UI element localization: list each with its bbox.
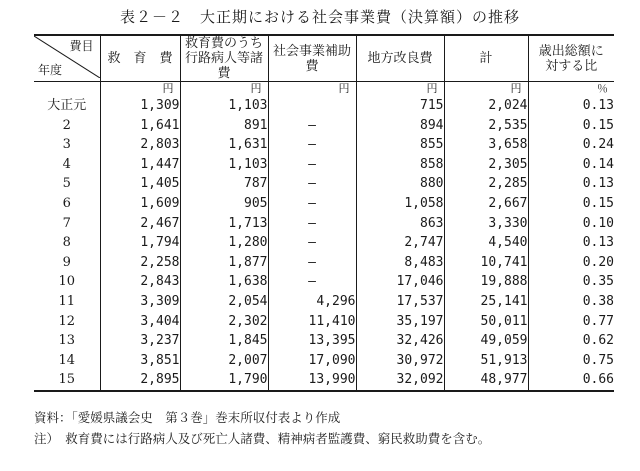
column-header — [356, 35, 444, 82]
table-row — [34, 351, 614, 371]
value-cell: 3,851 — [100, 351, 180, 371]
value-cell — [268, 96, 356, 116]
value-cell: 0.75 — [528, 351, 614, 371]
table-row — [34, 116, 614, 136]
value-cell: 30,972 — [356, 351, 444, 371]
value-cell: 32,092 — [356, 370, 444, 391]
value-cell: 891 — [180, 116, 268, 136]
year-cell: 12 — [58, 313, 76, 329]
table-notes — [34, 407, 490, 449]
column-header-label: 計 — [479, 51, 493, 66]
value-cell: 13,990 — [268, 370, 356, 391]
value-cell: 0.20 — [528, 253, 614, 273]
value-cell: 0.15 — [528, 116, 614, 136]
column-header — [528, 35, 614, 82]
column-header-label: 救 育 費 — [107, 51, 173, 66]
value-cell: 11,410 — [268, 312, 356, 332]
value-cell: 1,877 — [180, 253, 268, 273]
footnote: 注） 救育費には行路病人及び死亡人諸費、精神病者監護費、窮民救助費を含む。 — [34, 431, 491, 446]
value-cell: 2,285 — [444, 174, 528, 194]
year-cell: 15 — [58, 372, 76, 388]
value-cell: 3,330 — [444, 214, 528, 234]
table-row — [34, 174, 614, 194]
table-row — [34, 370, 614, 391]
value-cell: — — [268, 272, 356, 292]
value-cell: 2,024 — [444, 96, 528, 116]
table-title — [0, 6, 640, 27]
year-cell: 2 — [62, 117, 71, 133]
value-cell: 2,007 — [180, 351, 268, 371]
value-cell: 32,426 — [356, 331, 444, 351]
value-cell: 3,658 — [444, 135, 528, 155]
value-cell: 1,790 — [180, 370, 268, 391]
value-cell: 2,747 — [356, 233, 444, 253]
value-cell: — — [268, 253, 356, 273]
value-cell: 1,103 — [180, 96, 268, 116]
value-cell: 0.35 — [528, 272, 614, 292]
value-cell: — — [268, 135, 356, 155]
value-cell: 2,843 — [100, 272, 180, 292]
table-row — [34, 96, 614, 116]
unit-cell — [34, 82, 100, 97]
column-header — [268, 35, 356, 82]
value-cell: 855 — [356, 135, 444, 155]
value-cell: 1,794 — [100, 233, 180, 253]
value-cell: 0.66 — [528, 370, 614, 391]
value-cell: 880 — [356, 174, 444, 194]
value-cell: 49,059 — [444, 331, 528, 351]
value-cell: 13,395 — [268, 331, 356, 351]
value-cell: 1,638 — [180, 272, 268, 292]
year-cell: 大正元 — [47, 98, 87, 113]
value-cell: 3,237 — [100, 331, 180, 351]
value-cell: 0.14 — [528, 155, 614, 175]
source-note: 資料：「愛媛県議会史 第３巻」巻末所収付表より作成 — [34, 410, 341, 425]
value-cell: 1,609 — [100, 194, 180, 214]
unit-cell: 円 — [356, 82, 444, 97]
value-cell: — — [268, 233, 356, 253]
year-cell: 10 — [58, 274, 76, 290]
value-cell: 0.24 — [528, 135, 614, 155]
value-cell: 2,535 — [444, 116, 528, 136]
unit-row — [34, 82, 614, 97]
value-cell: 2,305 — [444, 155, 528, 175]
value-cell: 787 — [180, 174, 268, 194]
table-number: 表２－２ — [119, 8, 184, 26]
value-cell: 19,888 — [444, 272, 528, 292]
value-cell: — — [268, 155, 356, 175]
value-cell: 2,258 — [100, 253, 180, 273]
value-cell: 0.62 — [528, 331, 614, 351]
column-header — [444, 35, 528, 82]
year-cell: 3 — [62, 137, 71, 153]
value-cell: 1,631 — [180, 135, 268, 155]
unit-cell: 円 — [100, 82, 180, 97]
value-cell: 10,741 — [444, 253, 528, 273]
header-corner-cell — [34, 35, 100, 82]
value-cell: 2,895 — [100, 370, 180, 391]
year-cell: 13 — [58, 333, 76, 349]
value-cell: 858 — [356, 155, 444, 175]
year-cell: 9 — [62, 254, 71, 270]
value-cell: 1,405 — [100, 174, 180, 194]
value-cell: — — [268, 214, 356, 234]
table-title-text: 大正期における社会事業費（決算額）の推移 — [200, 8, 521, 26]
value-cell: 1,845 — [180, 331, 268, 351]
table-row — [34, 292, 614, 312]
column-header — [100, 35, 180, 82]
year-cell: 5 — [62, 176, 71, 192]
column-header-label: 歳出総額に — [538, 43, 604, 59]
expenditure-table — [34, 34, 614, 392]
value-cell: 863 — [356, 214, 444, 234]
table-row — [34, 312, 614, 332]
value-cell: 17,090 — [268, 351, 356, 371]
value-cell: 1,103 — [180, 155, 268, 175]
value-cell: 0.13 — [528, 174, 614, 194]
year-cell: 14 — [58, 352, 76, 368]
header-row — [34, 35, 614, 82]
value-cell: 8,483 — [356, 253, 444, 273]
table-row — [34, 194, 614, 214]
value-cell: 3,404 — [100, 312, 180, 332]
year-cell: 4 — [62, 156, 71, 172]
value-cell: 2,302 — [180, 312, 268, 332]
value-cell: 905 — [180, 194, 268, 214]
value-cell: 715 — [356, 96, 444, 116]
value-cell: 51,913 — [444, 351, 528, 371]
value-cell: 50,011 — [444, 312, 528, 332]
column-header-label: 行路病人等諸費 — [184, 51, 263, 81]
table-body — [34, 82, 614, 391]
unit-cell: 円 — [268, 82, 356, 97]
unit-cell: ％ — [528, 82, 614, 97]
value-cell: 894 — [356, 116, 444, 136]
value-cell: 17,046 — [356, 272, 444, 292]
value-cell: 4,296 — [268, 292, 356, 312]
year-cell: 8 — [62, 235, 71, 251]
column-header-label: 対する比 — [545, 58, 598, 74]
table-row — [34, 233, 614, 253]
table-row — [34, 214, 614, 234]
year-cell: 7 — [62, 215, 71, 231]
value-cell: 1,641 — [100, 116, 180, 136]
column-header-label: 地方改良費 — [367, 51, 433, 66]
value-cell: 0.15 — [528, 194, 614, 214]
year-cell: 11 — [58, 293, 76, 309]
value-cell: 1,280 — [180, 233, 268, 253]
table-row — [34, 272, 614, 292]
value-cell: — — [268, 116, 356, 136]
value-cell: 1,058 — [356, 194, 444, 214]
table-row — [34, 155, 614, 175]
value-cell: 2,667 — [444, 194, 528, 214]
value-cell: 1,713 — [180, 214, 268, 234]
value-cell: 17,537 — [356, 292, 444, 312]
column-header-label: 救育費のうち — [184, 36, 263, 51]
table-row — [34, 253, 614, 273]
table-row — [34, 331, 614, 351]
value-cell: — — [268, 194, 356, 214]
value-cell: 0.13 — [528, 96, 614, 116]
value-cell: 1,447 — [100, 155, 180, 175]
value-cell: 0.13 — [528, 233, 614, 253]
table-row — [34, 135, 614, 155]
corner-label-year: 年度 — [38, 63, 63, 77]
unit-cell: 円 — [180, 82, 268, 97]
value-cell: 0.77 — [528, 312, 614, 332]
column-header-label: 社会事業補助費 — [272, 43, 351, 74]
value-cell: 0.10 — [528, 214, 614, 234]
column-header — [180, 35, 268, 82]
unit-cell: 円 — [444, 82, 528, 97]
value-cell: 2,467 — [100, 214, 180, 234]
value-cell: 2,803 — [100, 135, 180, 155]
value-cell: 25,141 — [444, 292, 528, 312]
value-cell: 3,309 — [100, 292, 180, 312]
value-cell: 2,054 — [180, 292, 268, 312]
value-cell: 4,540 — [444, 233, 528, 253]
value-cell: 35,197 — [356, 312, 444, 332]
value-cell: 1,309 — [100, 96, 180, 116]
year-cell: 6 — [62, 195, 71, 211]
value-cell: 0.38 — [528, 292, 614, 312]
value-cell: 48,977 — [444, 370, 528, 391]
corner-label-item: 費目 — [69, 39, 94, 53]
value-cell: — — [268, 174, 356, 194]
